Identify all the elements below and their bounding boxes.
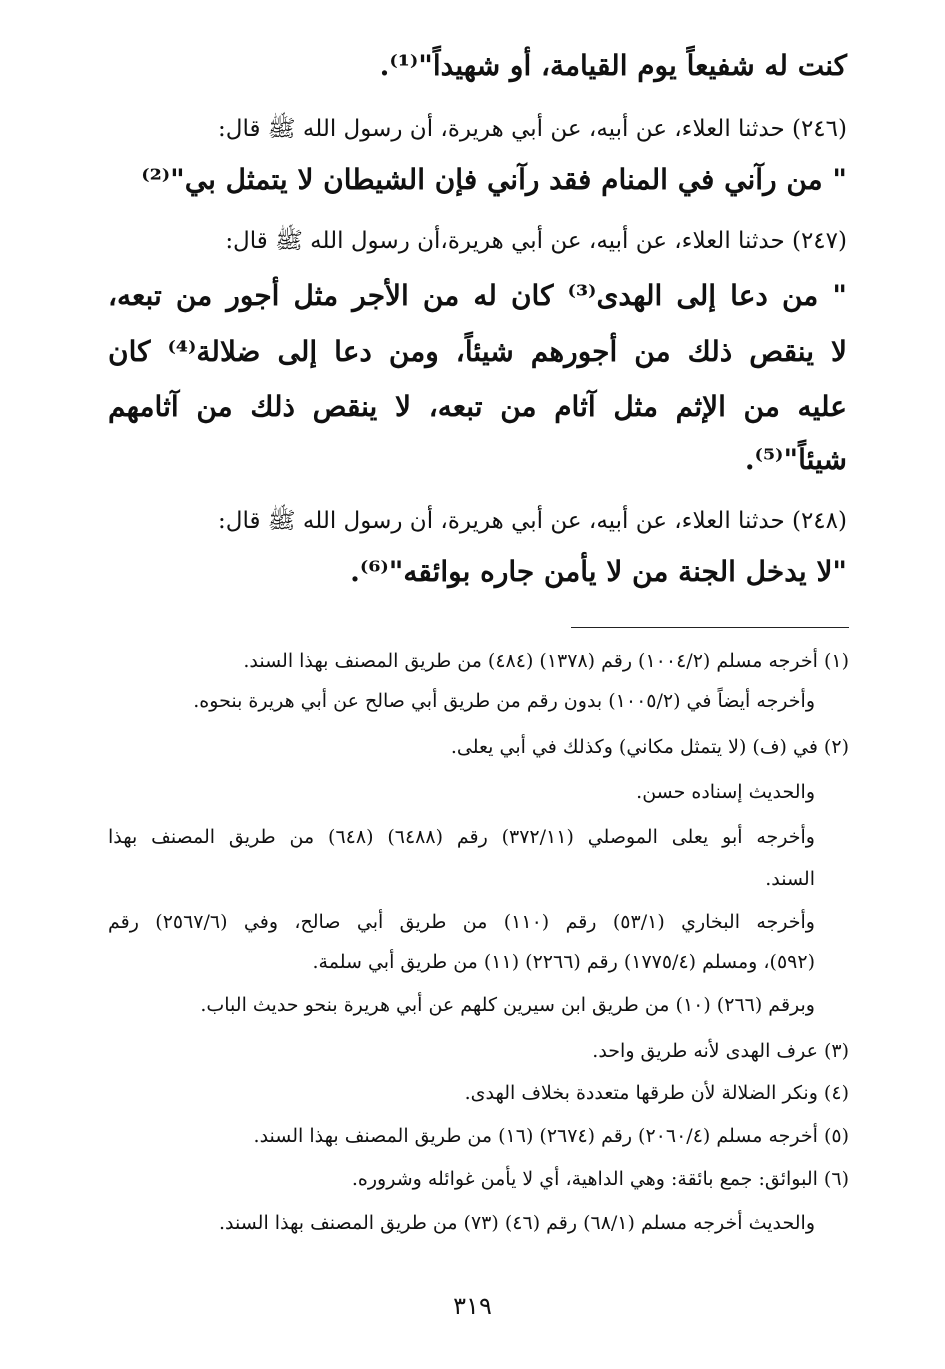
hadith-247-text-line-1: " من دعا إلى الهدى⁽³⁾ كان له من الأجر مثل أجور من تبعه، [108, 279, 847, 312]
footnote-2: (٢) في (ف) (لا يتمثل مكاني) وكذلك في أبي يعلى. [450, 736, 849, 758]
footnote-6-cont: والحديث أخرجه مسلم (٦٨/١) رقم (٤٦) (٧٣) من طريق المصنف بهذا السند. [218, 1212, 815, 1234]
hadith-246-chain: (٢٤٦) حدثنا العلاء، عن أبيه، عن أبي هريرة، أن رسول الله ﷺ قال: [218, 116, 847, 142]
footnote-3: (٣) عرف الهدى لأنه طريق واحد. [592, 1040, 849, 1062]
footnote-divider [571, 627, 849, 628]
hadith-248-chain: (٢٤٨) حدثنا العلاء، عن أبيه، عن أبي هريرة، أن رسول الله ﷺ قال: [218, 508, 847, 534]
hadith-247-text-line-2: لا ينقص ذلك من أجورهم شيئاً، ومن دعا إلى ضلالة⁽⁴⁾ كان [108, 335, 847, 368]
text-line-shahid: كنت له شفيعاً يوم القيامة، أو شهيداً"⁽¹⁾. [379, 49, 847, 82]
footnote-5: (٥) أخرجه مسلم (٢٠٦٠/٤) رقم (٢٦٧٤) (١٦) من طريق المصنف بهذا السند. [253, 1125, 849, 1147]
footnote-2-cont-4: وأخرجه البخاري (٥٣/١) رقم (١١٠) من طريق أبي صالح، وفي (٢٥٦٧/٦) رقم [108, 911, 815, 933]
footnote-2-cont-3: السند. [765, 868, 815, 890]
footnote-6: (٦) البوائق: جمع بائقة: وهي الداهية، أي لا يأمن غوائله وشروره. [351, 1168, 849, 1190]
footnote-2-cont-6: وبرقم (٢٦٦) (١٠) من طريق ابن سيرين كلهم عن أبي هريرة بنحو حديث الباب. [200, 994, 815, 1016]
footnote-1: (١) أخرجه مسلم (١٠٠٤/٢) رقم (١٣٧٨) (٤٨٤) من طريق المصنف بهذا السند. [243, 650, 849, 672]
hadith-247-text-line-3: عليه من الإثم مثل آثام من تبعه، لا ينقص ذلك من آثامهم [108, 390, 847, 423]
hadith-248-text: "لا يدخل الجنة من لا يأمن جاره بوائقه"⁽⁶⁾. [350, 555, 847, 588]
page-number: ٣١٩ [453, 1292, 492, 1320]
footnote-4: (٤) ونكر الضلالة لأن طرقها متعددة بخلاف الهدى. [464, 1082, 849, 1104]
hadith-247-chain: (٢٤٧) حدثنا العلاء، عن أبيه، عن أبي هريرة،أن رسول الله ﷺ قال: [225, 228, 847, 254]
hadith-246-text: " من رآني في المنام فقد رآني فإن الشيطان لا يتمثل بي"⁽²⁾ [141, 163, 847, 196]
footnote-2-cont-1: والحديث إسناده حسن. [636, 781, 815, 803]
hadith-247-text-line-4: شيئاً"⁽⁵⁾. [744, 443, 847, 476]
footnote-2-cont-5: (٥٩٢)، ومسلم (١٧٧٥/٤) رقم (٢٢٦٦) (١١) من طريق أبي سلمة. [312, 951, 815, 973]
footnote-2-cont-2: وأخرجه أبو يعلى الموصلي (٣٧٢/١١) رقم (٦٤٨٨) (٦٤٨) من طريق المصنف بهذا [108, 826, 815, 848]
footnote-1-cont: وأخرجه أيضاً في (١٠٠٥/٢) بدون رقم من طريق أبي صالح عن أبي هريرة بنحوه. [193, 690, 815, 712]
